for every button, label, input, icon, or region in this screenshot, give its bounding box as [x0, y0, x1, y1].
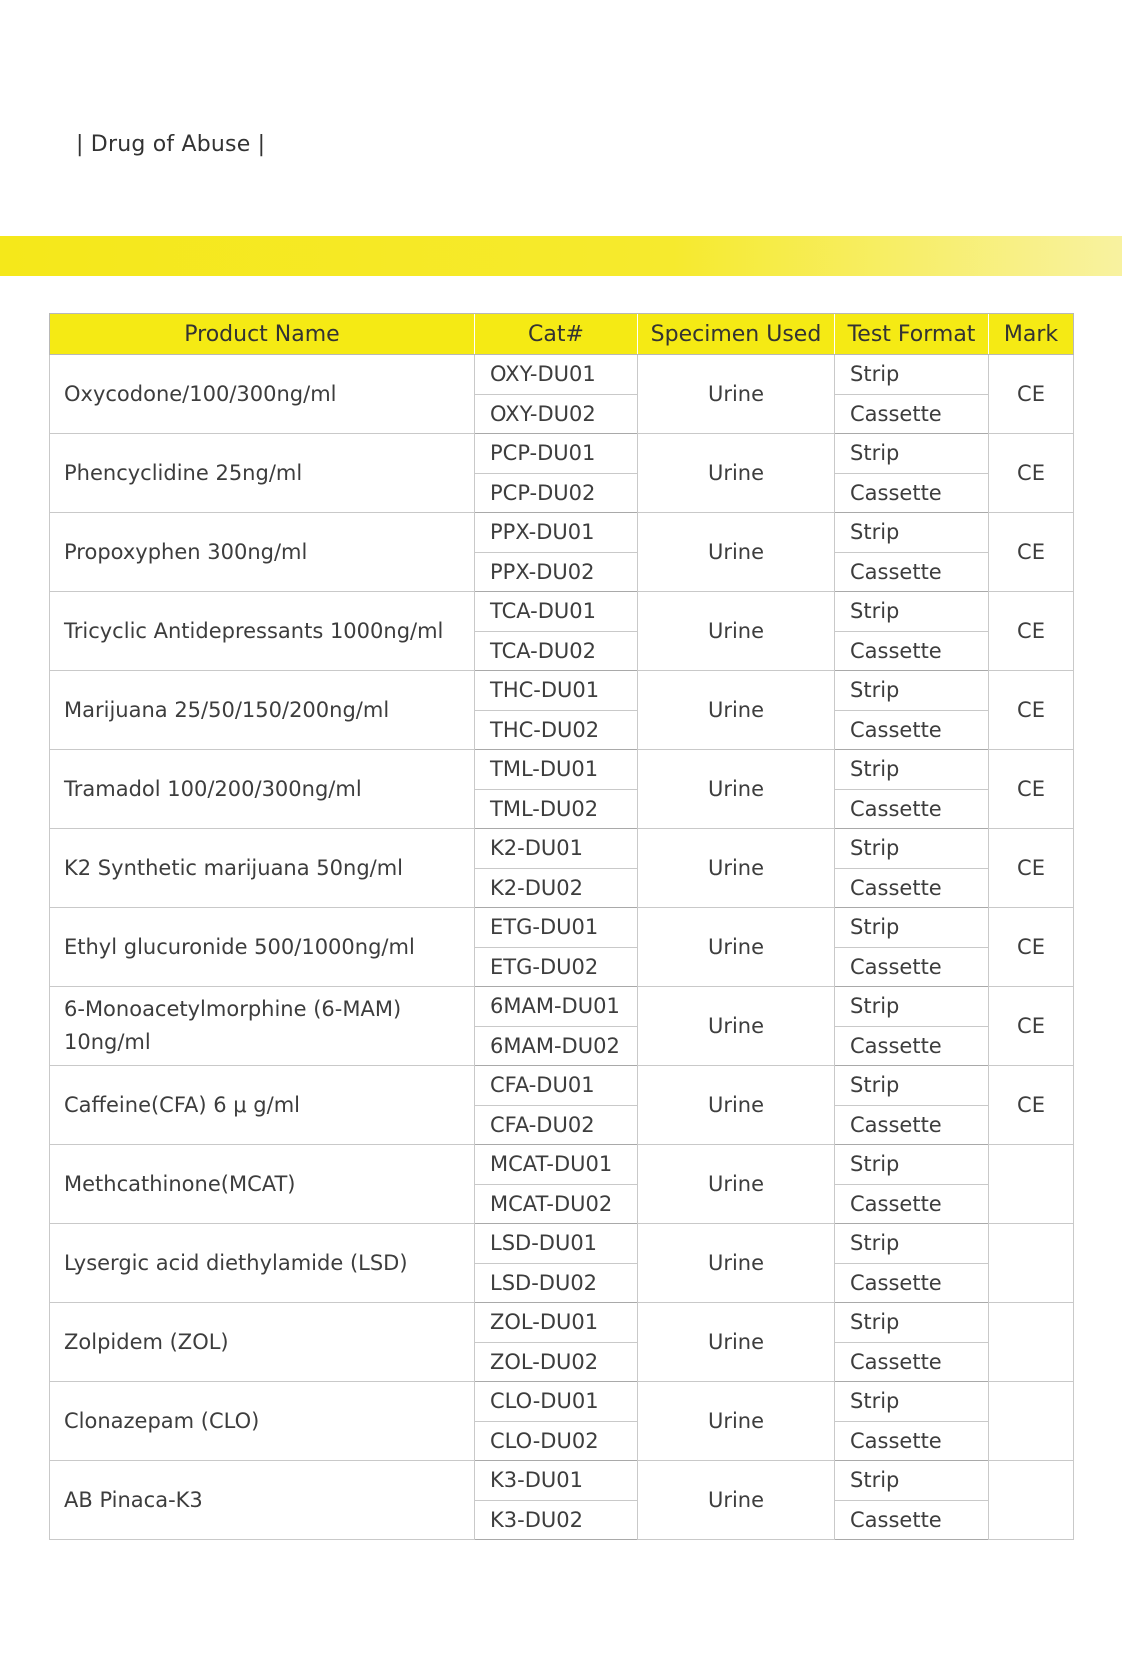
- test-format: Cassette: [835, 1026, 989, 1066]
- product-name: Marijuana 25/50/150/200ng/ml: [50, 671, 475, 750]
- cat-number: TML-DU02: [475, 789, 638, 829]
- cat-number: CLO-DU02: [475, 1421, 638, 1461]
- specimen-used: Urine: [638, 355, 835, 434]
- test-format: Cassette: [835, 789, 989, 829]
- test-format: Strip: [835, 1303, 989, 1343]
- header-cat: Cat#: [475, 314, 638, 355]
- mark: CE: [989, 355, 1074, 434]
- mark: [989, 1382, 1074, 1461]
- table-row: [50, 1303, 1074, 1343]
- test-format: Cassette: [835, 1184, 989, 1224]
- cat-number: TCA-DU01: [475, 592, 638, 632]
- test-format: Strip: [835, 1382, 989, 1422]
- specimen-used: Urine: [638, 1303, 835, 1382]
- mark: [989, 1461, 1074, 1540]
- specimen-used: Urine: [638, 434, 835, 513]
- mark: CE: [989, 513, 1074, 592]
- header-product-name: Product Name: [50, 314, 475, 355]
- header-mark: Mark: [989, 314, 1074, 355]
- cat-number: LSD-DU01: [475, 1224, 638, 1264]
- test-format: Cassette: [835, 947, 989, 987]
- yellow-accent-band: [0, 236, 1122, 276]
- table-row: [50, 671, 1074, 711]
- cat-number: CFA-DU01: [475, 1066, 638, 1106]
- test-format: Strip: [835, 1066, 989, 1106]
- mark: CE: [989, 829, 1074, 908]
- test-format: Cassette: [835, 1500, 989, 1540]
- cat-number: ETG-DU02: [475, 947, 638, 987]
- specimen-used: Urine: [638, 1382, 835, 1461]
- section-title: | Drug of Abuse |: [76, 132, 266, 157]
- table-row: [50, 1224, 1074, 1264]
- cat-number: K3-DU01: [475, 1461, 638, 1501]
- specimen-used: Urine: [638, 829, 835, 908]
- cat-number: ETG-DU01: [475, 908, 638, 948]
- specimen-used: Urine: [638, 987, 835, 1066]
- cat-number: ZOL-DU01: [475, 1303, 638, 1343]
- test-format: Strip: [835, 355, 989, 395]
- table-row: [50, 1145, 1074, 1185]
- product-name: Caffeine(CFA) 6 μ g/ml: [50, 1066, 475, 1145]
- table-row: [50, 1382, 1074, 1422]
- table-row: [50, 829, 1074, 869]
- test-format: Cassette: [835, 1421, 989, 1461]
- test-format: Cassette: [835, 1342, 989, 1382]
- test-format: Strip: [835, 987, 989, 1027]
- product-name: 6-Monoacetylmorphine (6-MAM) 10ng/ml: [50, 987, 475, 1066]
- mark: CE: [989, 671, 1074, 750]
- cat-number: CLO-DU01: [475, 1382, 638, 1422]
- test-format: Strip: [835, 1145, 989, 1185]
- test-format: Strip: [835, 750, 989, 790]
- mark: CE: [989, 750, 1074, 829]
- table-row: [50, 434, 1074, 474]
- product-table-body: [50, 355, 1074, 1540]
- specimen-used: Urine: [638, 1066, 835, 1145]
- test-format: Cassette: [835, 473, 989, 513]
- specimen-used: Urine: [638, 1224, 835, 1303]
- cat-number: K2-DU01: [475, 829, 638, 869]
- test-format: Strip: [835, 671, 989, 711]
- test-format: Strip: [835, 829, 989, 869]
- table-row: [50, 750, 1074, 790]
- specimen-used: Urine: [638, 513, 835, 592]
- cat-number: PPX-DU02: [475, 552, 638, 592]
- cat-number: LSD-DU02: [475, 1263, 638, 1303]
- test-format: Cassette: [835, 552, 989, 592]
- mark: CE: [989, 592, 1074, 671]
- table-row: [50, 987, 1074, 1027]
- header-specimen: Specimen Used: [638, 314, 835, 355]
- cat-number: K3-DU02: [475, 1500, 638, 1540]
- table-header-row: [50, 314, 1074, 355]
- cat-number: ZOL-DU02: [475, 1342, 638, 1382]
- test-format: Strip: [835, 513, 989, 553]
- mark: [989, 1145, 1074, 1224]
- cat-number: 6MAM-DU01: [475, 987, 638, 1027]
- test-format: Strip: [835, 1461, 989, 1501]
- table-row: [50, 1066, 1074, 1106]
- product-name: Tricyclic Antidepressants 1000ng/ml: [50, 592, 475, 671]
- cat-number: TCA-DU02: [475, 631, 638, 671]
- test-format: Strip: [835, 908, 989, 948]
- header-format: Test Format: [835, 314, 989, 355]
- test-format: Strip: [835, 592, 989, 632]
- specimen-used: Urine: [638, 1145, 835, 1224]
- cat-number: MCAT-DU01: [475, 1145, 638, 1185]
- cat-number: MCAT-DU02: [475, 1184, 638, 1224]
- cat-number: 6MAM-DU02: [475, 1026, 638, 1066]
- specimen-used: Urine: [638, 592, 835, 671]
- cat-number: OXY-DU01: [475, 355, 638, 395]
- cat-number: PCP-DU01: [475, 434, 638, 474]
- table-row: [50, 355, 1074, 395]
- table-row: [50, 908, 1074, 948]
- test-format: Strip: [835, 434, 989, 474]
- cat-number: THC-DU02: [475, 710, 638, 750]
- product-name: Oxycodone/100/300ng/ml: [50, 355, 475, 434]
- test-format: Cassette: [835, 1105, 989, 1145]
- mark: [989, 1224, 1074, 1303]
- specimen-used: Urine: [638, 908, 835, 987]
- product-name: Zolpidem (ZOL): [50, 1303, 475, 1382]
- specimen-used: Urine: [638, 1461, 835, 1540]
- cat-number: OXY-DU02: [475, 394, 638, 434]
- test-format: Cassette: [835, 868, 989, 908]
- mark: CE: [989, 987, 1074, 1066]
- product-name: Phencyclidine 25ng/ml: [50, 434, 475, 513]
- product-name: Clonazepam (CLO): [50, 1382, 475, 1461]
- mark: CE: [989, 1066, 1074, 1145]
- test-format: Cassette: [835, 1263, 989, 1303]
- cat-number: TML-DU01: [475, 750, 638, 790]
- product-name: Ethyl glucuronide 500/1000ng/ml: [50, 908, 475, 987]
- test-format: Cassette: [835, 710, 989, 750]
- cat-number: PCP-DU02: [475, 473, 638, 513]
- cat-number: PPX-DU01: [475, 513, 638, 553]
- table-row: [50, 513, 1074, 553]
- cat-number: K2-DU02: [475, 868, 638, 908]
- product-table: [49, 313, 1074, 1540]
- table-row: [50, 592, 1074, 632]
- table-row: [50, 1461, 1074, 1501]
- cat-number: CFA-DU02: [475, 1105, 638, 1145]
- product-name: K2 Synthetic marijuana 50ng/ml: [50, 829, 475, 908]
- product-name: AB Pinaca-K3: [50, 1461, 475, 1540]
- mark: CE: [989, 434, 1074, 513]
- product-name: Methcathinone(MCAT): [50, 1145, 475, 1224]
- cat-number: THC-DU01: [475, 671, 638, 711]
- test-format: Strip: [835, 1224, 989, 1264]
- test-format: Cassette: [835, 394, 989, 434]
- product-name: Propoxyphen 300ng/ml: [50, 513, 475, 592]
- specimen-used: Urine: [638, 671, 835, 750]
- product-name: Tramadol 100/200/300ng/ml: [50, 750, 475, 829]
- specimen-used: Urine: [638, 750, 835, 829]
- mark: [989, 1303, 1074, 1382]
- product-name: Lysergic acid diethylamide (LSD): [50, 1224, 475, 1303]
- mark: CE: [989, 908, 1074, 987]
- test-format: Cassette: [835, 631, 989, 671]
